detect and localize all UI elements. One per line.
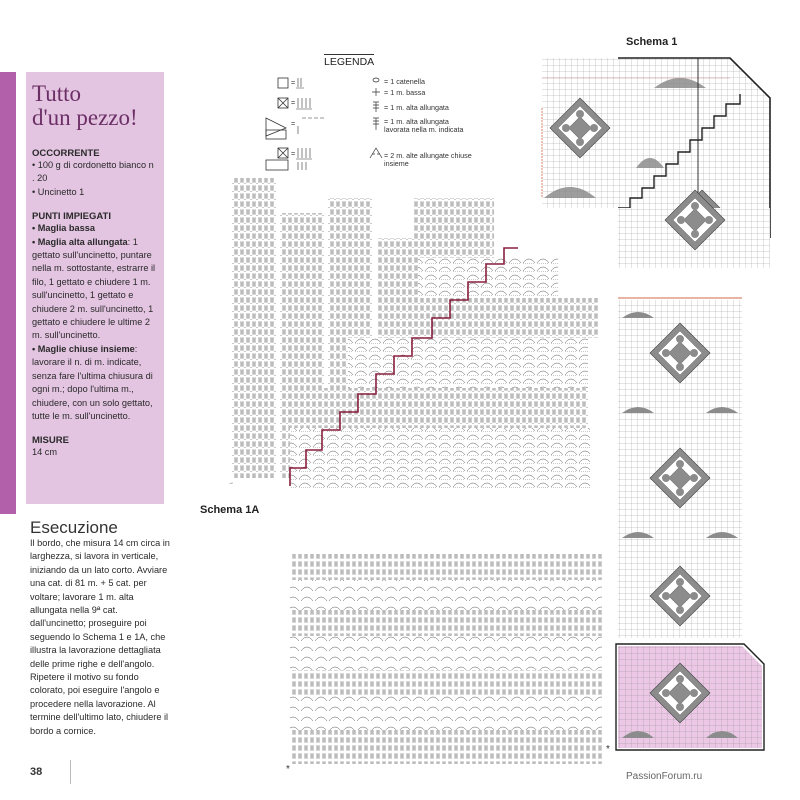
legend-right-label: = 1 m. alta allungata [384,103,449,112]
chain-icon [373,78,379,82]
legend-left-label: = [291,78,296,87]
maglia-bassa: • Maglia bassa [32,223,95,234]
legend-right-label: = 2 m. alte allungate chiuse insieme [384,151,472,168]
cluster-icon [370,148,382,158]
watermark: PassionForum.ru [626,771,703,782]
legend-right-label: = 1 catenella [384,77,425,86]
legend-right-label: = 1 m. alta allungata lavorata nella m. indicata [384,117,464,134]
schema-1a-label: Schema 1A [200,504,260,516]
chiuse-label: • Maglie chiuse insieme [32,343,135,354]
esecuzione-title: Esecuzione [30,518,118,537]
misure-heading: MISURE [32,435,69,447]
accent-bar [0,72,16,514]
bow-icon [266,118,286,136]
info-box [26,72,164,504]
misure-value: 14 cm [32,447,58,458]
page-divider [70,760,71,784]
legend-title: LEGENDA [324,56,375,68]
occorrente-item: • Uncinetto 1 [32,186,85,197]
long-treble-worked-icon [373,118,379,130]
legend-right-symbols [366,76,386,166]
legend-left-label: = [291,149,296,158]
maglia-alta-allungata [32,236,158,343]
single-crochet-icon [372,88,380,96]
occorrente-heading: OCCORRENTE [32,148,100,159]
chiuse-text: : lavorare il n. di m. indicate, senza fare l'ultima chiusura di ogni m.; dopo l'ultima m., chiudere, con un solo gettato, tutte le m. sull'uncinetto. [32,343,153,421]
page-number: 38 [30,766,43,778]
legend-left-label: = [291,119,296,128]
legend-right-label: = 1 m. bassa [384,88,426,97]
schema-1-chart [530,48,780,760]
schema-1-label: Schema 1 [626,36,678,48]
esecuzione-body: Il bordo, che misura 14 cm circa in larghezza, si lavora in verticale, iniziando da un lato corto. Avviare una cat. di 81 m. + 5 cat. per voltare; lavorare 1 m. alta allungata nella 9ª cat. dall'uncinetto; proseguire poi seguendo lo Schema 1 e 1A, che illustra la lavorazione dettagliata delle prime righe e dell'angolo. Ripetere il motivo su fondo colorato, poi eseguire l'angolo e procedere nella lavorazione. Al termine dell'ultimo lato, chiudere il bordo a cornice. [30,538,170,736]
svg-text:*: * [606,744,610,755]
legend-left-label: = [291,98,296,107]
legend-left-symbols [262,74,352,174]
alta-allungata-text: : 1 gettato sull'uncinetto, puntare nella m. sottostante, estrarre il filo, 1 gettato e chiudere 1 m. sull'uncinetto, 1 gettato e chiudere 2 m. sull'uncinetto, 1 gettato e chiudere le ultime 2 m. sull'uncinetto. [32,236,156,341]
page-title: Tutto d'un pezzo! [32,81,138,130]
open-mesh-icon [278,78,288,88]
punti-heading: PUNTI IMPIEGATI [32,211,111,223]
maglie-chiuse [32,343,158,423]
legend-rule [324,54,374,55]
alta-allungata-label: • Maglia alta allungata [32,236,128,247]
svg-text:→: → [228,480,234,486]
occorrente-item: • 100 g di cordonetto bianco n . 20 [32,160,154,184]
long-treble-icon [373,102,379,112]
svg-text:*: * [286,764,290,774]
